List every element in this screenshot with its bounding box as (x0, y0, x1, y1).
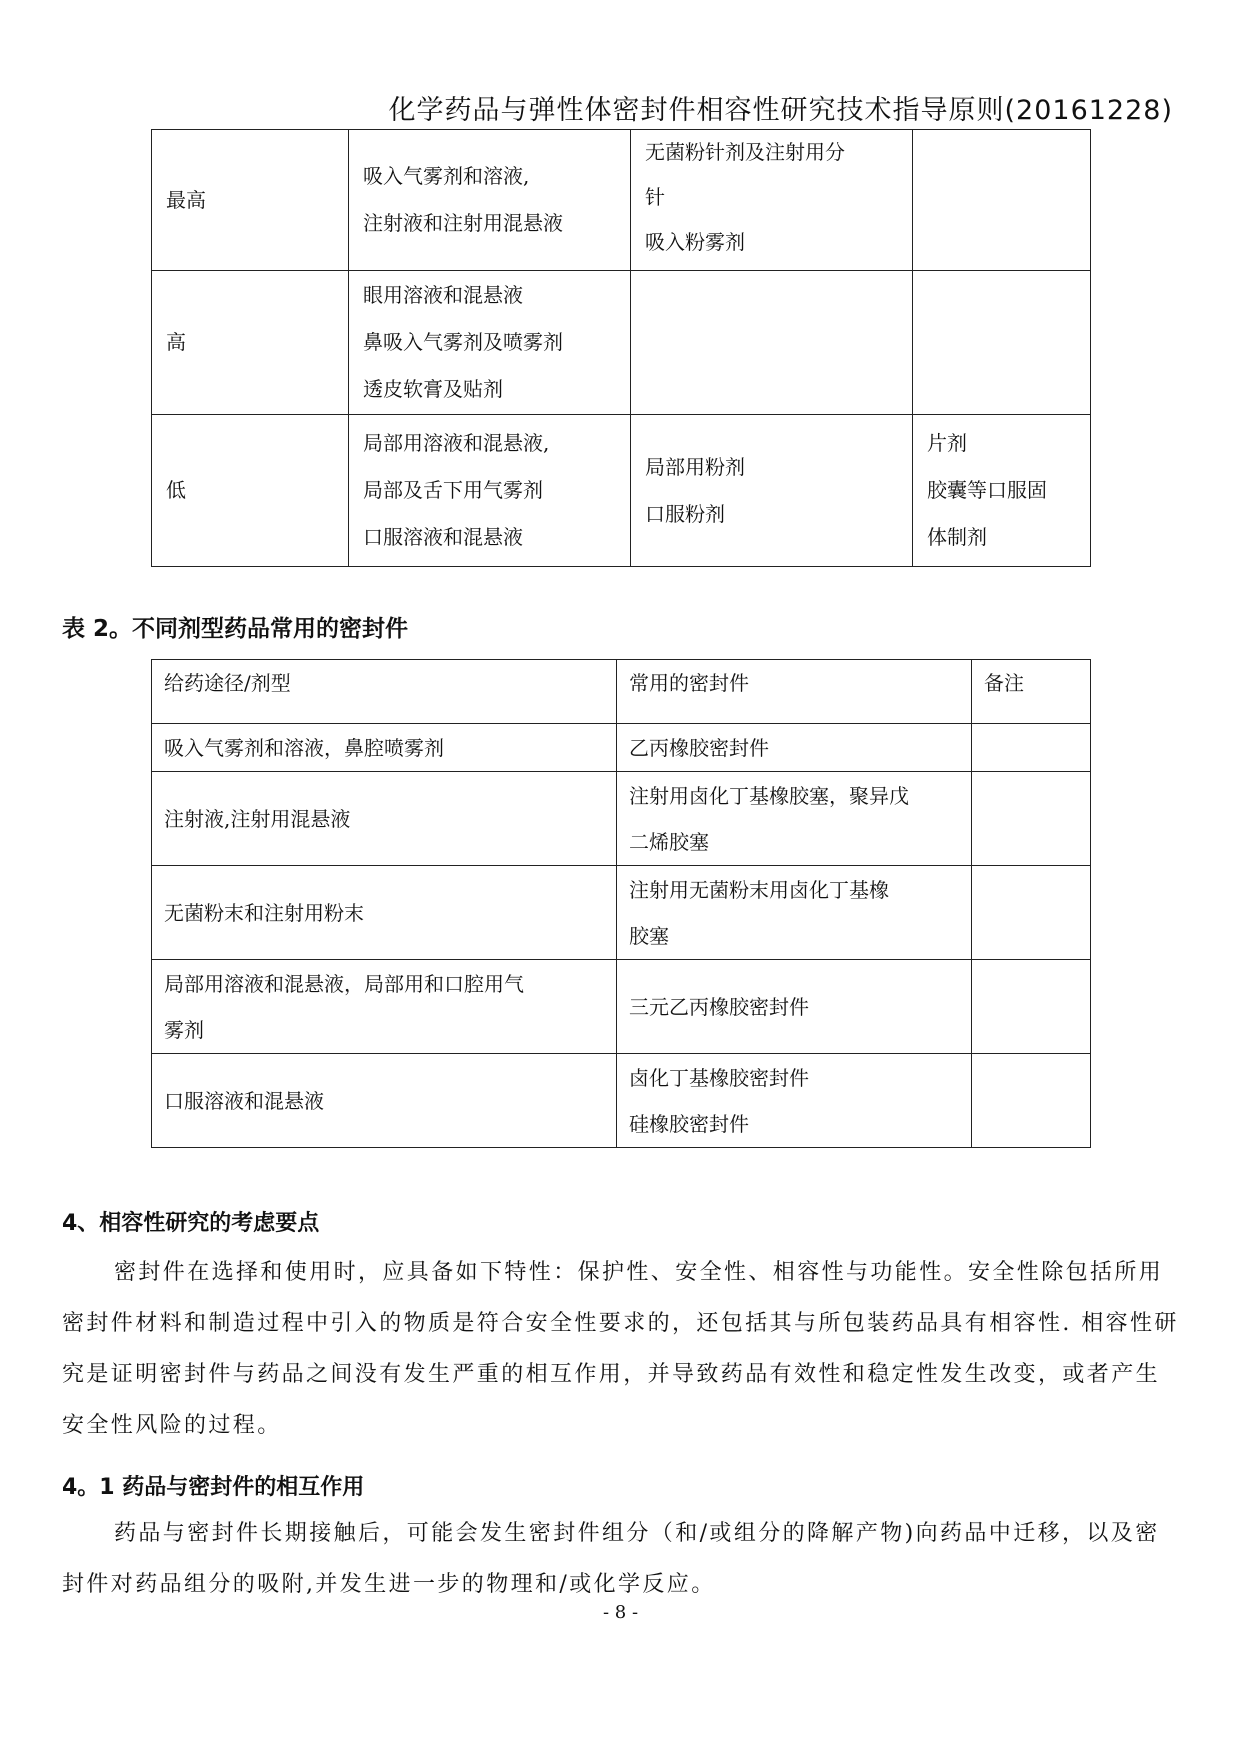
route-cell-line: 雾剂 (164, 1017, 204, 1042)
liquid-dosage-cell-line: 局部用溶液和混悬液, (363, 431, 550, 455)
seal-cell (617, 866, 972, 960)
solid-dosage-cell-line: 体制剂 (927, 525, 987, 549)
liquid-dosage-cell (349, 415, 631, 567)
liquid-dosage-cell-line: 吸入气雾剂和溶液, (363, 164, 530, 188)
solid-dosage-cell-line: 胶囊等口服固 (927, 478, 1047, 502)
risk-level-table (151, 129, 1091, 567)
powder-dosage-cell-line: 局部用粉剂 (645, 454, 745, 479)
seal-cell-line: 注射用卤化丁基橡胶塞，聚异戊 (629, 783, 909, 808)
route-cell (152, 960, 617, 1054)
note-cell (972, 724, 1091, 772)
section-4-heading: 4、相容性研究的考虑要点 (62, 1211, 320, 1236)
liquid-dosage-cell (349, 271, 631, 415)
seal-cell (617, 772, 972, 866)
route-cell (152, 724, 617, 772)
document-header: 化学药品与弹性体密封件相容性研究技术指导原则(20161228) (388, 95, 1173, 126)
powder-dosage-cell-line: 针 (645, 185, 665, 209)
liquid-dosage-cell-line: 注射液和注射用混悬液 (363, 211, 563, 235)
seal-cell (617, 724, 972, 772)
table2-caption: 表 2。不同剂型药品常用的密封件 (62, 616, 409, 642)
powder-dosage-cell-line: 无菌粉针剂及注射用分 (645, 140, 845, 164)
risk-level-cell: 高 (152, 271, 349, 415)
route-cell-line: 注射液,注射用混悬液 (164, 806, 351, 831)
seal-cell-line: 乙丙橡胶密封件 (629, 735, 769, 760)
liquid-dosage-cell-line: 鼻吸入气雾剂及喷雾剂 (363, 330, 563, 354)
route-cell (152, 772, 617, 866)
note-cell (972, 1054, 1091, 1148)
route-cell-line: 口服溶液和混悬液 (164, 1088, 324, 1113)
powder-dosage-cell-line: 口服粉剂 (645, 501, 725, 526)
table-row (152, 960, 1091, 1054)
powder-dosage-cell (631, 271, 913, 415)
header-note: 备注 (972, 660, 1091, 724)
section-4-1-heading: 4。1 药品与密封件的相互作用 (62, 1475, 365, 1500)
table-row (152, 772, 1091, 866)
seal-by-dosage-table (151, 659, 1091, 1148)
liquid-dosage-cell-line: 透皮软膏及贴剂 (363, 377, 503, 401)
seal-cell-line: 二烯胶塞 (629, 829, 709, 854)
route-cell-line: 吸入气雾剂和溶液，鼻腔喷雾剂 (164, 735, 444, 760)
table-header-row (152, 660, 1091, 724)
seal-cell-line: 胶塞 (629, 923, 669, 948)
solid-dosage-cell (913, 415, 1091, 567)
powder-dosage-cell (631, 415, 913, 567)
note-cell (972, 960, 1091, 1054)
seal-cell (617, 960, 972, 1054)
seal-cell-line: 三元乙丙橡胶密封件 (629, 994, 809, 1019)
table-row (152, 866, 1091, 960)
risk-level-cell: 低 (152, 415, 349, 567)
section-4-1-paragraph: 药品与密封件长期接触后，可能会发生密封件组分（和/或组分的降解产物)向药品中迁移，以及密封件对药品组分的吸附,并发生进一步的物理和/或化学反应。 (62, 1521, 1160, 1597)
table-row (152, 130, 1091, 271)
route-cell (152, 1054, 617, 1148)
table-row (152, 271, 1091, 415)
liquid-dosage-cell (349, 130, 631, 271)
solid-dosage-cell-line: 片剂 (927, 431, 967, 455)
powder-dosage-cell (631, 130, 913, 271)
route-cell (152, 866, 617, 960)
risk-level-cell: 最高 (152, 130, 349, 271)
header-route: 给药途径/剂型 (152, 660, 617, 724)
seal-cell (617, 1054, 972, 1148)
solid-dosage-cell (913, 271, 1091, 415)
powder-dosage-cell-line: 吸入粉雾剂 (645, 230, 745, 254)
table-row (152, 724, 1091, 772)
table-row (152, 1054, 1091, 1148)
solid-dosage-cell (913, 130, 1091, 271)
seal-cell-line: 硅橡胶密封件 (629, 1111, 749, 1136)
liquid-dosage-cell-line: 眼用溶液和混悬液 (363, 283, 523, 307)
route-cell-line: 无菌粉末和注射用粉末 (164, 900, 364, 925)
note-cell (972, 866, 1091, 960)
route-cell-line: 局部用溶液和混悬液，局部用和口腔用气 (164, 971, 524, 996)
section-4-paragraph: 密封件在选择和使用时，应具备如下特性：保护性、安全性、相容性与功能性。安全性除包括所用密封件材料和制造过程中引入的物质是符合安全性要求的，还包括其与所包装药品具有相容性. 相容性研究是证明密封件与药品之间没有发生严重的相互作用，并导致药品有效性和稳定性发生改变，或者产生安全性风险的过程。 (62, 1260, 1179, 1438)
liquid-dosage-cell-line: 局部及舌下用气雾剂 (363, 478, 543, 502)
seal-cell-line: 卤化丁基橡胶密封件 (629, 1065, 809, 1090)
header-seal: 常用的密封件 (617, 660, 972, 724)
page-number: - 8 - (602, 1602, 639, 1623)
note-cell (972, 772, 1091, 866)
liquid-dosage-cell-line: 口服溶液和混悬液 (363, 525, 523, 549)
seal-cell-line: 注射用无菌粉末用卤化丁基橡 (629, 877, 889, 902)
table-row (152, 415, 1091, 567)
